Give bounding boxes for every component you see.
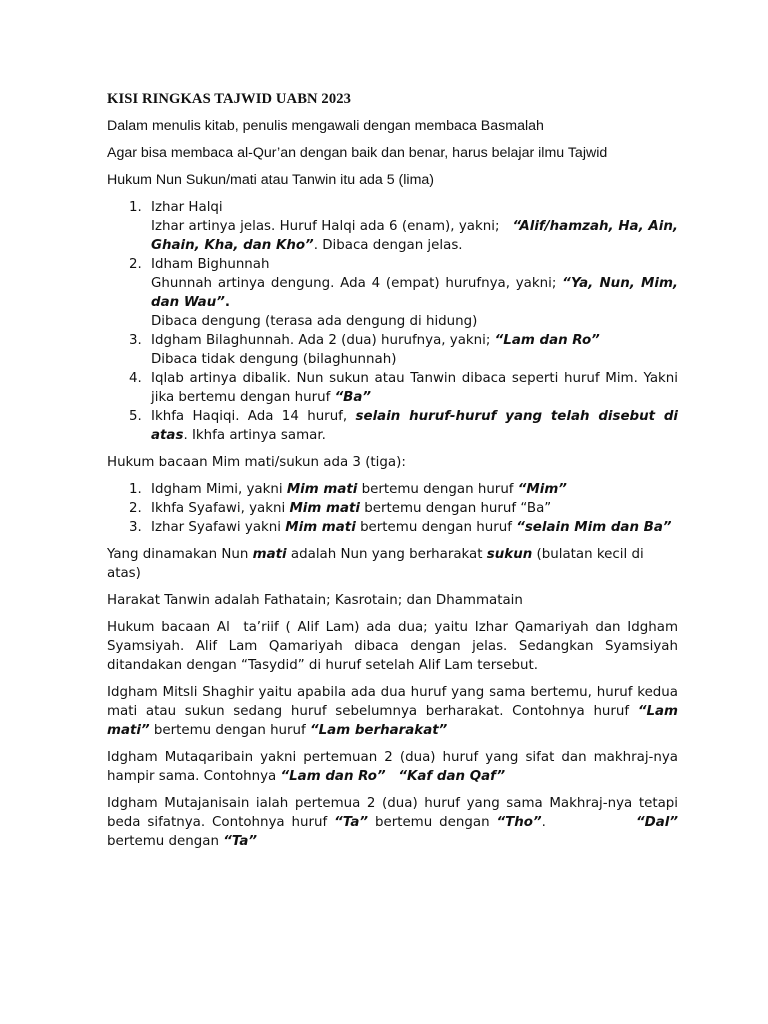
list-item [107, 331, 678, 369]
rule-name: Idham Bighunnah [151, 257, 270, 272]
mutaqaribain-paragraph [107, 748, 678, 786]
list-number: 3. [129, 520, 142, 535]
document-title: KISI RINGKAS TAJWID UABN 2023 [107, 91, 352, 107]
rule-description: bertemu dengan huruf [364, 501, 517, 516]
rule-letters: “Ba” [520, 501, 552, 516]
list-number: 4. [129, 371, 142, 386]
rule-description-end: . Ikhfa artinya samar. [183, 428, 326, 443]
rule-letters: “selain Mim dan Ba” [516, 520, 672, 535]
rule-description: Iqlab artinya dibalik. Nun sukun atau Tanwin dibaca seperti huruf Mim. Yakni jika bertemu dengan huruf [151, 371, 678, 405]
rule-description: Ikhfa Syafawi, yakni [151, 501, 286, 516]
paragraph-text: Idgham Mutajanisain ialah pertemua 2 (dua) huruf yang sama Makhraj-nya tetapi beda sifatnya. Contohnya huruf [107, 796, 678, 830]
paragraph-text: . [541, 815, 546, 830]
rule-description-end: . Dibaca dengan jelas. [313, 238, 463, 253]
rule-letters: “Ba” [334, 390, 372, 405]
rule-name: Idgham Bilaghunnah. Ada 2 (dua) hurufnya, yakni; [151, 333, 491, 348]
rule-extra: Dibaca dengung (terasa ada dengung di hidung) [151, 314, 478, 329]
rule-letters: “Lam dan Ro” [494, 333, 600, 348]
list-item [107, 255, 678, 331]
paragraph-text: adalah Nun yang berharakat [290, 547, 483, 562]
intro-paragraph-1: Dalam menulis kitab, penulis mengawali dengan membaca Basmalah [107, 118, 544, 134]
nun-mati-paragraph [107, 545, 678, 583]
paragraph-emphasis: “Lam dan Ro” [280, 769, 386, 784]
paragraph-text: (bulatan kecil di atas) [107, 547, 644, 581]
tanwin-paragraph: Harakat Tanwin adalah Fathatain; Kasrotain; dan Dhammatain [107, 593, 523, 608]
list-number: 2. [129, 257, 142, 272]
paragraph-text: Yang dinamakan Nun [107, 547, 249, 562]
paragraph-emphasis: “Ta” [223, 834, 258, 849]
rule-description: bertemu dengan huruf [360, 520, 512, 535]
nun-sukun-list [107, 198, 678, 445]
rule-letters: “Ya, Nun, Mim, dan Wau” [151, 276, 678, 310]
document-body [107, 90, 683, 859]
rule-letters: “Mim” [517, 482, 567, 497]
rule-description-end: . [224, 295, 230, 310]
rule-description: Ikhfa Haqiqi. Ada 14 huruf, [151, 409, 348, 424]
paragraph-emphasis: “Lam berharakat” [310, 723, 448, 738]
paragraph-text: Idgham Mutaqaribain yakni pertemuan 2 (dua) huruf yang sifat dan makhraj-nya hampir sama. Contohnya [107, 750, 678, 784]
mim-mati-list [107, 480, 678, 537]
paragraph-text: Idgham Mitsli Shaghir yaitu apabila ada dua huruf yang sama bertemu, huruf kedua mati atau sukun sedang huruf sebelumnya berharakat. Contohnya huruf [107, 685, 678, 719]
rule-emphasis: Mim mati [286, 482, 358, 497]
rule-emphasis: Mim mati [285, 520, 356, 535]
mutajanisain-paragraph [107, 794, 678, 851]
paragraph-text: bertemu dengan huruf [153, 723, 306, 738]
rule-letters: selain huruf-huruf yang telah disebut di atas [151, 409, 679, 443]
list-item [107, 480, 678, 499]
rule-emphasis: Mim mati [289, 501, 360, 516]
list-number: 5. [129, 409, 142, 424]
rule-description: Idgham Mimi, yakni [151, 482, 283, 497]
paragraph-emphasis: “Kaf dan Qaf” [398, 769, 506, 784]
rule-description: bertemu dengan huruf [361, 482, 514, 497]
list-item [107, 518, 678, 537]
paragraph-emphasis: “Lam mati” [107, 704, 678, 738]
list-item [107, 369, 678, 407]
rule-letters: “Alif/hamzah, Ha, Ain, Ghain, Kha, dan Kho” [151, 219, 678, 253]
paragraph-emphasis: mati [252, 547, 287, 562]
list-number: 1. [129, 482, 142, 497]
rule-name: Izhar Halqi [151, 200, 223, 215]
rule-description: Ghunnah artinya dengung. Ada 4 (empat) hurufnya, yakni; [151, 276, 557, 291]
paragraph-emphasis: “Tho” [496, 815, 542, 830]
rule-extra: Dibaca tidak dengung (bilaghunnah) [151, 352, 397, 367]
intro-paragraph-2: Agar bisa membaca al-Qur’an dengan baik dan benar, harus belajar ilmu Tajwid [107, 145, 608, 161]
mim-mati-heading: Hukum bacaan Mim mati/sukun ada 3 (tiga): [107, 455, 406, 470]
paragraph-text: bertemu dengan [374, 815, 490, 830]
list-number: 1. [129, 200, 142, 215]
paragraph-emphasis: “Dal” [636, 815, 678, 830]
list-item [107, 198, 678, 255]
paragraph-emphasis: sukun [486, 547, 533, 562]
nun-sukun-heading: Hukum Nun Sukun/mati atau Tanwin itu ada 5 (lima) [107, 172, 434, 188]
mitsli-paragraph [107, 683, 678, 740]
rule-description: Izhar artinya jelas. Huruf Halqi ada 6 (enam), yakni; [151, 219, 500, 234]
list-number: 2. [129, 501, 142, 516]
list-item [107, 499, 678, 518]
list-number: 3. [129, 333, 142, 348]
paragraph-text: bertemu dengan [107, 834, 219, 849]
paragraph-emphasis: “Ta” [334, 815, 369, 830]
alif-lam-paragraph: Hukum bacaan Al ta’riif ( Alif Lam) ada dua; yaitu Izhar Qamariyah dan Idgham Syamsiyah. Alif Lam Qamariyah dibaca dengan jelas. Sedangkan Syamsiyah ditandakan dengan “Tasydid” di huruf setelah Alif Lam tersebut. [107, 620, 683, 673]
rule-description: Izhar Syafawi yakni [151, 520, 282, 535]
list-item [107, 407, 678, 445]
